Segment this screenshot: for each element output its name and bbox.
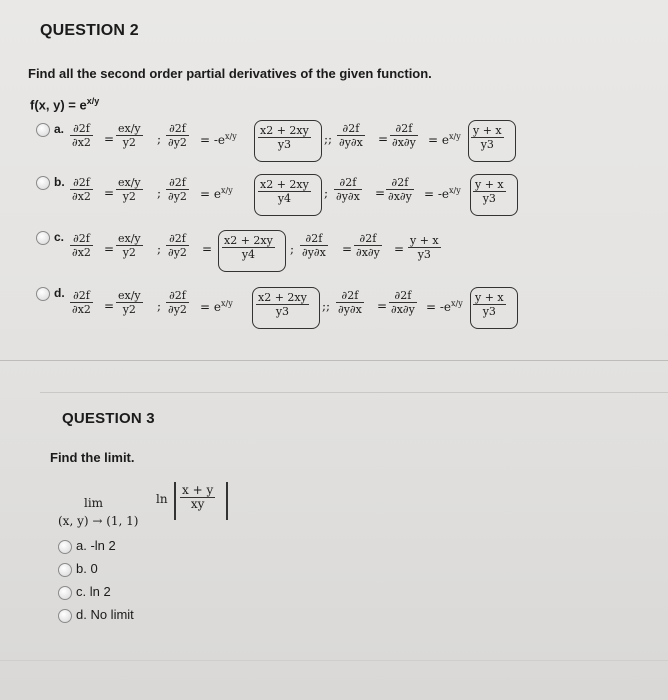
equals-sign: = <box>104 242 115 256</box>
radio-button[interactable] <box>58 609 72 623</box>
question-2-title: QUESTION 2 <box>40 22 139 39</box>
equals-sign: = <box>104 299 115 313</box>
fraction-d2f-dx2: $\frac{\partial 2f}{\partial x2}$ <box>72 176 91 203</box>
fraction-d2f-dy2: $\frac{\partial 2f}{\partial y2}$ <box>168 289 187 316</box>
mid-prefix: = <box>202 242 213 256</box>
section-divider <box>0 660 668 661</box>
radio-button[interactable] <box>58 540 72 554</box>
equals-sign: = <box>104 186 115 200</box>
radio-button[interactable] <box>58 586 72 600</box>
abs-bar-left <box>174 482 176 520</box>
abs-bar-right <box>226 482 228 520</box>
ln-label: ln <box>156 492 168 506</box>
fraction-exy-y2: $\frac{ex/y}{y2}$ <box>118 176 141 203</box>
equals-sign: = <box>342 242 353 256</box>
fraction-exy-y2: $\frac{ex/y}{y2}$ <box>118 122 141 149</box>
equals-sign: = <box>378 132 389 146</box>
fraction-d2f-dydx: $\frac{\partial 2f}{\partial y\partial x}$ <box>336 176 360 203</box>
equals-sign: = <box>375 186 386 200</box>
option-label: c. ln 2 <box>76 584 111 599</box>
option-label: a. -ln 2 <box>76 538 116 553</box>
fraction-d2f-dydx: $\frac{\partial 2f}{\partial y\partial x}$ <box>339 122 363 149</box>
question-2-function: f(x, $y) = e^{x/y}$ <box>30 96 100 113</box>
fraction-xy-over-xy: $\frac{x + y}{xy}$ <box>182 483 214 511</box>
fraction-x2-2xy-over-y: $\frac{x2 + 2xy}{y3}$ <box>260 124 309 151</box>
separator: ; <box>324 186 329 200</box>
fraction-d2f-dydx: $\frac{\partial 2f}{\partial y\partial x}$ <box>338 289 362 316</box>
separator: ; <box>290 242 295 256</box>
fraction-yx-y3: $\frac{y + x}{y3}$ <box>475 178 504 205</box>
option-letter: c. <box>54 230 65 244</box>
fraction-d2f-dy2: $\frac{\partial 2f}{\partial y2}$ <box>168 232 187 259</box>
semicolon: ; <box>157 186 162 200</box>
fraction-d2f-dxdy: $\frac{\partial 2f}{\partial x\partial y}$ <box>391 289 415 316</box>
question-3-instruction: Find the limit. <box>50 450 135 465</box>
fraction-yx-y3: $\frac{y + x}{y3}$ <box>475 291 504 318</box>
fraction-yx-y3: $\frac{y + x}{y3}$ <box>410 234 439 261</box>
option-label: b. 0 <box>76 561 98 576</box>
mid-prefix: = $-e^{x/y}$ <box>200 132 237 147</box>
question-3-title: QUESTION 3 <box>62 410 155 427</box>
fraction-x2-2xy-over-y: $\frac{x2 + 2xy}{y4}$ <box>260 178 309 205</box>
fraction-exy-y2: $\frac{ex/y}{y2}$ <box>118 289 141 316</box>
separator: ;; <box>324 132 333 146</box>
semicolon: ; <box>157 132 162 146</box>
semicolon: ; <box>157 242 162 256</box>
fraction-d2f-dx2: $\frac{\partial 2f}{\partial x2}$ <box>72 232 91 259</box>
equals-sign: = <box>377 299 388 313</box>
end-prefix: = $-e^{x/y}$ <box>426 299 463 314</box>
fraction-x2-2xy-over-y: $\frac{x2 + 2xy}{y3}$ <box>258 291 307 318</box>
section-divider <box>0 360 668 361</box>
separator: ;; <box>322 299 331 313</box>
fraction-x2-2xy-over-y: $\frac{x2 + 2xy}{y4}$ <box>224 234 273 261</box>
section-divider <box>40 392 668 393</box>
lim-label: lim <box>84 496 104 510</box>
fraction-d2f-dxdy: $\frac{\partial 2f}{\partial x\partial y}$ <box>388 176 412 203</box>
radio-button[interactable] <box>58 563 72 577</box>
question-2-instruction: Find all the second order partial derivatives of the given function. <box>28 66 432 81</box>
mid-prefix: = $e^{x/y}$ <box>200 299 233 314</box>
option-letter: a. <box>54 122 65 136</box>
fraction-d2f-dy2: $\frac{\partial 2f}{\partial y2}$ <box>168 122 187 149</box>
fraction-d2f-dxdy: $\frac{\partial 2f}{\partial x\partial y}$ <box>356 232 380 259</box>
end-prefix: = $-e^{x/y}$ <box>424 186 461 201</box>
end-prefix: = $e^{x/y}$ <box>428 132 461 147</box>
radio-button[interactable] <box>36 231 50 245</box>
semicolon: ; <box>157 299 162 313</box>
radio-button[interactable] <box>36 176 50 190</box>
lim-approach: (x, y) → (1, 1) <box>58 514 139 528</box>
fraction-d2f-dx2: $\frac{\partial 2f}{\partial x2}$ <box>72 289 91 316</box>
radio-button[interactable] <box>36 287 50 301</box>
equals-sign: = <box>104 132 115 146</box>
fraction-d2f-dxdy: $\frac{\partial 2f}{\partial x\partial y}$ <box>392 122 416 149</box>
fraction-yx-y3: $\frac{y + x}{y3}$ <box>473 124 502 151</box>
fraction-d2f-dydx: $\frac{\partial 2f}{\partial y\partial x}$ <box>302 232 326 259</box>
fraction-d2f-dx2: $\frac{\partial 2f}{\partial x2}$ <box>72 122 91 149</box>
option-letter: b. <box>54 175 65 189</box>
fraction-d2f-dy2: $\frac{\partial 2f}{\partial y2}$ <box>168 176 187 203</box>
radio-button[interactable] <box>36 123 50 137</box>
end-prefix: = <box>394 242 405 256</box>
mid-prefix: = $e^{x/y}$ <box>200 186 233 201</box>
option-letter: d. <box>54 286 65 300</box>
option-label: d. No limit <box>76 607 134 622</box>
fraction-exy-y2: $\frac{ex/y}{y2}$ <box>118 232 141 259</box>
